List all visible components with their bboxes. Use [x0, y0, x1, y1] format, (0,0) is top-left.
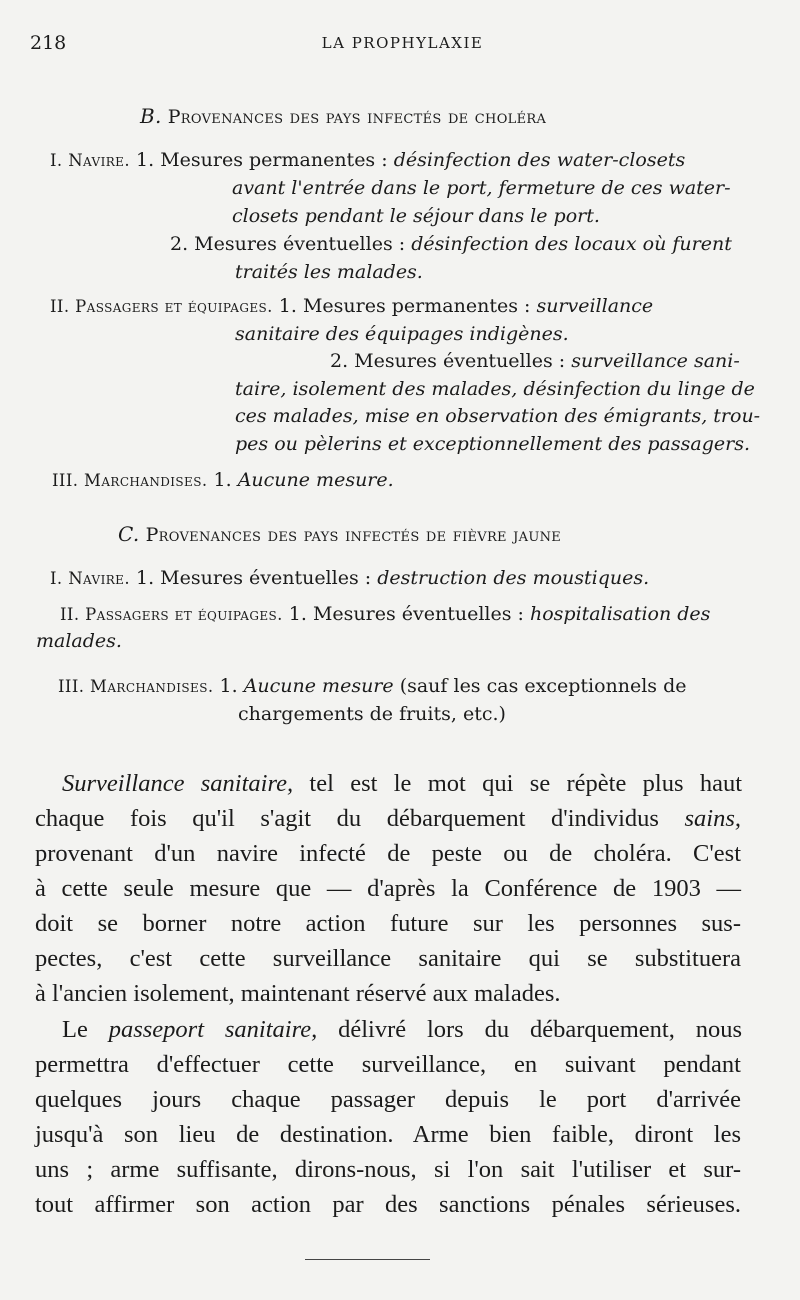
section-b-passengers-m2-text-3: ces malades, mise en observation des émigrants, trou-: [235, 405, 761, 427]
section-b-passengers-m2-text-2: taire, isolement des malades, désinfection du linge de: [235, 378, 755, 400]
page-number: 218: [30, 32, 67, 54]
section-b-ship-text-2: avant l'entrée dans le port, fermeture de ces water-: [232, 177, 731, 199]
paragraph-2-line-3: quelques jours chaque passager depuis le port d'arrivée: [35, 1086, 741, 1113]
paragraph-1-line-6: pectes, c'est cette surveillance sanitaire qui se substituera: [35, 945, 741, 972]
section-b-heading: B. Provenances des pays infectés de choléra: [140, 104, 547, 128]
paragraph-1-line-5: doit se borner notre action future sur les personnes sus-: [35, 910, 741, 937]
section-c-passengers-line: II. Passagers et équipages. 1. Mesures éventuelles : hospitalisation des: [60, 603, 711, 625]
section-b-ship-m2-text-2: traités les malades.: [235, 261, 423, 283]
section-b-passengers-line: II. Passagers et équipages. 1. Mesures permanentes : surveillance: [50, 295, 654, 317]
section-c-passengers-text-2: malades.: [36, 630, 122, 652]
paragraph-1-line-1: Surveillance sanitaire, tel est le mot qui se répète plus haut: [62, 770, 742, 797]
paragraph-1-line-7: à l'ancien isolement, maintenant réservé aux malades.: [35, 980, 561, 1007]
section-b-goods-line: III. Marchandises. 1. Aucune mesure.: [52, 469, 394, 491]
paragraph-2-line-2: permettra d'effectuer cette surveillance, en suivant pendant: [35, 1051, 741, 1078]
paragraph-1-line-3: provenant d'un navire infecté de peste ou de choléra. C'est: [35, 840, 741, 867]
section-b-ship-m2: 2. Mesures éventuelles : désinfection des locaux où furent: [170, 233, 732, 255]
paragraph-2-line-4: jusqu'à son lieu de destination. Arme bien faible, diront les: [35, 1121, 741, 1148]
section-c-goods-text-2: chargements de fruits, etc.): [238, 703, 506, 725]
running-title: LA PROPHYLAXIE: [321, 34, 484, 52]
paragraph-2-line-1: Le passeport sanitaire, délivré lors du débarquement, nous: [62, 1016, 743, 1043]
section-c-ship-line: I. Navire. 1. Mesures éventuelles : destruction des moustiques.: [50, 567, 650, 589]
paragraph-1-line-4: à cette seule mesure que — d'après la Conférence de 1903 —: [35, 875, 741, 902]
footer-rule: [305, 1259, 430, 1260]
page-header: [30, 30, 775, 58]
paragraph-2-line-5: uns ; arme suffisante, dirons-nous, si l'on sait l'utiliser et sur-: [35, 1156, 741, 1183]
paragraph-2-line-6: tout affirmer son action par des sanctions pénales sérieuses.: [35, 1191, 741, 1218]
section-b-ship-line: I. Navire. 1. Mesures permanentes : désinfection des water-closets: [50, 149, 686, 171]
paragraph-1-line-2: chaque fois qu'il s'agit du débarquement d'individus sains,: [35, 805, 741, 832]
section-c-goods-line: III. Marchandises. 1. Aucune mesure (sauf les cas exceptionnels de: [58, 675, 687, 697]
section-b-passengers-text-2: sanitaire des équipages indigènes.: [235, 323, 569, 345]
section-c-heading: C. Provenances des pays infectés de fièvre jaune: [118, 522, 562, 546]
section-b-passengers-m2-text-4: pes ou pèlerins et exceptionnellement des passagers.: [235, 433, 750, 455]
section-b-ship-text-3: closets pendant le séjour dans le port.: [232, 205, 600, 227]
section-b-passengers-m2: 2. Mesures éventuelles : surveillance sani-: [330, 350, 740, 372]
